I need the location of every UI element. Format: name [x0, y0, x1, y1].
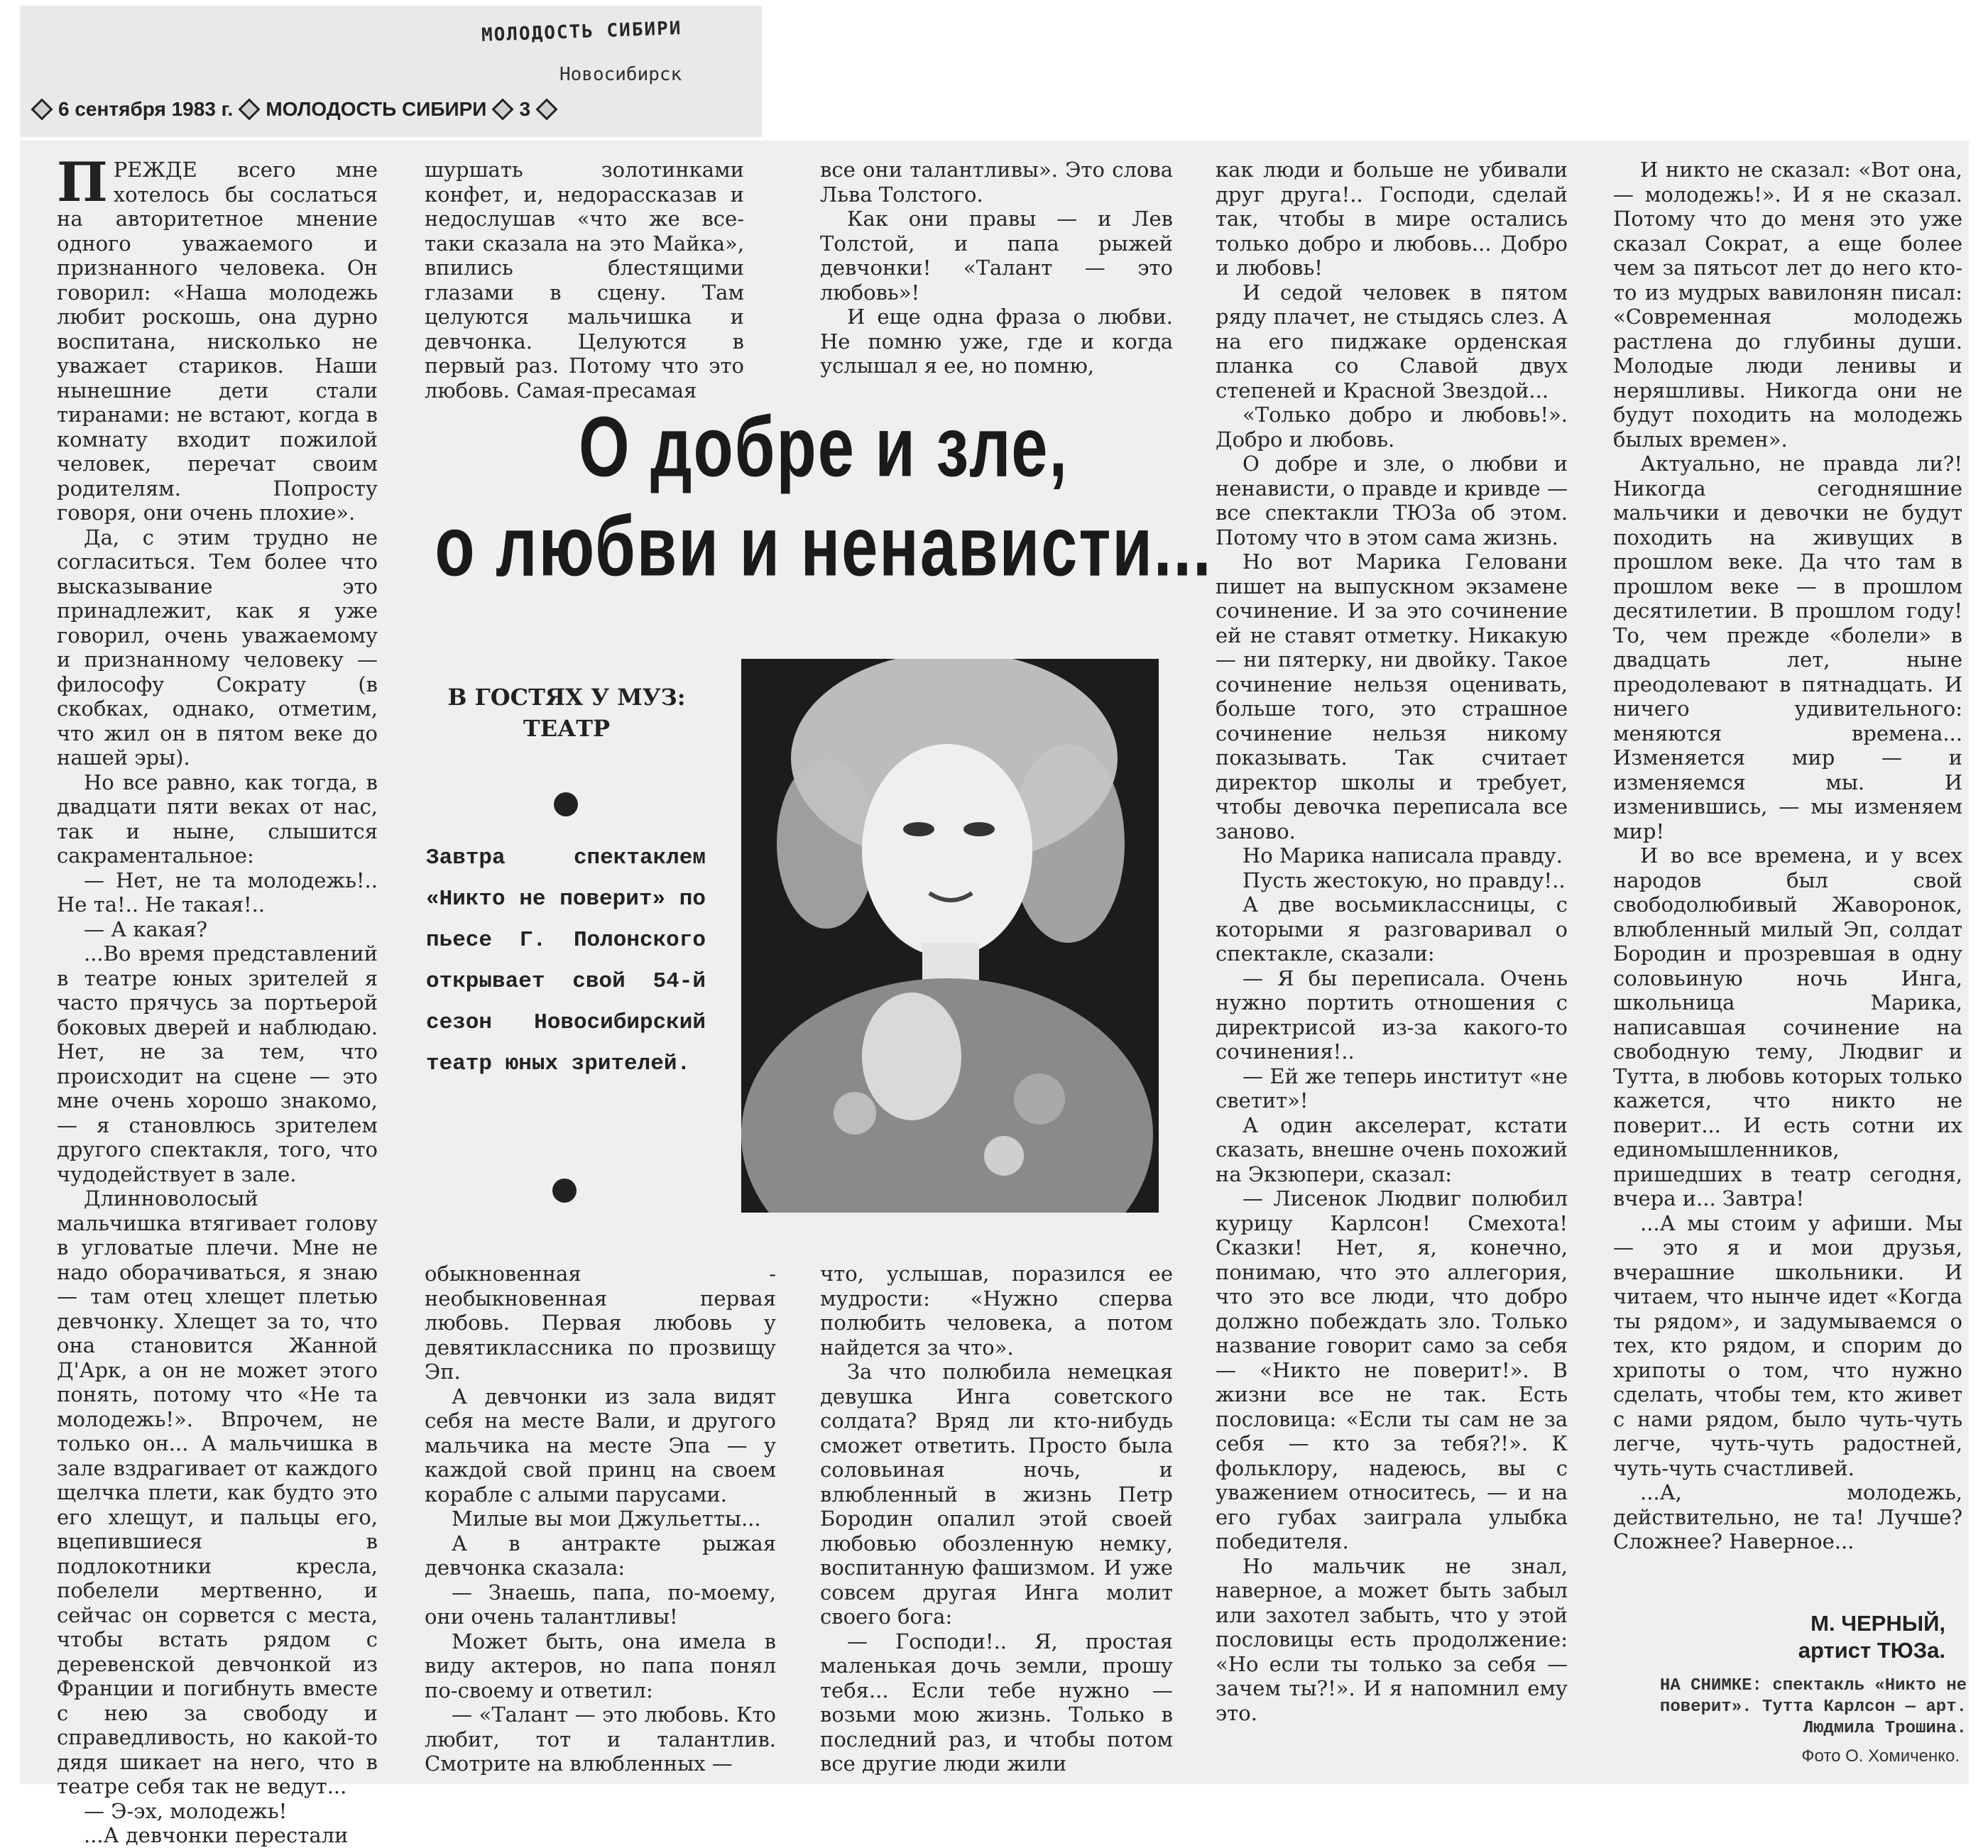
actress-silhouette — [741, 659, 1159, 1213]
article-column-4 — [1216, 158, 1568, 1725]
author-name: М. ЧЕРНЫЙ, — [1810, 1611, 1945, 1636]
author-role: артист ТЮЗа. — [1798, 1638, 1945, 1663]
lead-paragraph: Завтра спектаклем «Никто не поверит» по пьесе Г. Полонского открывает свой 54-й сезон Новосибирский театр юных зрителей. — [426, 846, 706, 1076]
newspaper-stamp — [20, 6, 762, 137]
diamond-icon — [492, 98, 514, 120]
paragraph: — Господи!.. Я, простая маленькая дочь земли, прошу тебя... Если тебе нужно — возьми мою жизнь. Только в последний раз, и чтобы потом все другие люди жили — [820, 1629, 1173, 1776]
article-column-2-top — [425, 158, 744, 403]
paragraph: Но вот Марика Геловани пишет на выпускном экзамене сочинение. И за это сочинение ей не ставят отметку. Никакую — ни пятерку, ни двойку. Такое сочинение нельзя оценивать, больше того, это страшное сочинение нельзя никому показывать. Так считает директор школы и требует, чтобы девочка переписала все заново. — [1216, 550, 1568, 843]
paragraph: ...Во время представлений в театре юных зрителей я часто прячусь за портьерой боковых дверей и наблюдаю. Нет, не за тем, что происходит на сцене — это мне очень хорошо знакомо, — я становлюсь зрителем другого спектакля, того, что чудодействует в зале. — [57, 941, 378, 1186]
article-column-1 — [57, 151, 378, 1848]
headline-line-1: О добре и зле, — [578, 400, 1069, 495]
paragraph: Пусть жестокую, но правду!.. — [1242, 868, 1566, 892]
paragraph: шуршать золотинками конфет, и, недорассказав и недослушав «что же все-таки сказала на это Майка», впились блестящими глазами в сцену. Там целуются мальчишка и девчонка. Целуются в первый раз. Потому что это любовь. Самая-пресамая — [425, 158, 744, 403]
article-column-2-bottom — [425, 1262, 776, 1776]
paragraph: все они талантливы». Это слова Льва Толстого. — [820, 158, 1173, 207]
article-headline — [426, 398, 1221, 596]
paragraph: Как они правы — и Лев Толстой, и папа рыжей девчонки! «Талант — это любовь»! — [820, 207, 1173, 305]
bullet-icon — [554, 792, 578, 816]
drop-cap: П — [57, 151, 108, 214]
paragraph: — Ей же теперь институт «не светит»! — [1216, 1064, 1568, 1112]
paragraph: ...А девчонки перестали — [84, 1823, 349, 1847]
paragraph: Актуально, не правда ли?! Никогда сегодняшние мальчики и девочки не будут походить на живущих в прошлом веке. Да что там в прошлом веке — в прошлом десятилетии. В прошлом году! То, чем прежде «болели» в двадцать лет, ныне преодолевают в пятнадцать. И ничего удивительного: меняются времена... Изменяется мир — и изменяемся мы. И изменившись, — мы изменяем мир! — [1613, 452, 1962, 843]
paragraph: И седой человек в пятом ряду плачет, не стыдясь слез. А на его пиджаке орденская планка со Славой двух степеней и Красной Звездой... — [1216, 280, 1568, 403]
diamond-icon — [239, 98, 261, 120]
dateline — [34, 98, 555, 121]
headline-line-2: о любви и ненависти... — [435, 499, 1213, 594]
paragraph: Да, с этим трудно не согласиться. Тем более что высказывание это принадлежит, как я уже говорил, очень уважаемому и признанному человеку — философу Сократу (в скобках, однако, отметим, что жил он в пятом веке до нашей эры). — [57, 525, 378, 770]
paragraph: — «Талант — это любовь. Кто любит, тот и талантлив. Смотрите на влюбленных — — [425, 1702, 776, 1776]
stamp-paper-name: МОЛОДОСТЬ СИБИРИ — [481, 18, 682, 46]
paragraph: Но мальчик не знал, наверное, а может быть забыл или захотел забыть, что у этой пословицы есть продолжение: «Но если ты только за себя — зачем ты?!». И я напомнил ему это. — [1216, 1553, 1568, 1725]
paragraph: — Нет, не та молодежь!.. Не та!.. Не такая!.. — [57, 868, 378, 917]
paragraph: ...А мы стоим у афиши. Мы — это я и мои друзья, вчерашние школьники. И читаем, что нынче идет «Когда ты рядом», и задумываемся о тех, кто рядом, и спорим до хрипоты о том, что нужно сделать, чтобы тем, кто живет с нами рядом, было чуть-чуть легче, чуть-чуть радостней, чуть-чуть счастливей. — [1613, 1210, 1962, 1480]
paragraph: «Только добро и любовь!». Добро и любовь. — [1216, 403, 1568, 452]
paragraph: — А какая? — [84, 917, 208, 941]
paragraph: — Э-эх, молодежь! — [84, 1798, 288, 1823]
paragraph: А девчонки из зала видят себя на месте Вали, и другого мальчика на месте Эпа — у каждой свой принц на своем корабле с алыми парусами. — [425, 1384, 776, 1507]
photo-caption: НА СНИМКЕ: спектакль «Никто не поверит». Тутта Карлсон — арт. Людмила Трошина. — [1659, 1676, 1967, 1738]
section-rubric: В ГОСТЯХ У МУЗ: ТЕАТР — [447, 684, 686, 742]
paragraph: А один акселерат, кстати сказать, внешне очень похожий на Экзюпери, сказал: — [1216, 1112, 1568, 1186]
issue-date: 6 сентября 1983 г. — [58, 98, 234, 120]
bullet-icon — [552, 1179, 577, 1203]
paragraph: И никто не сказал: «Вот она, — молодежь!». И я не сказал. Потому что до меня это уже сказал Сократ, а еще более чем за пятьсот лет до него кто-то из мудрых вавилонян писал: «Современная молодежь растлена до глубины души. Молодые люди ленивы и неряшливы. Никогда они не будут походить на молодежь былых времен». — [1613, 158, 1962, 452]
author-signature — [1576, 1610, 1945, 1664]
paragraph: Но все равно, как тогда, в двадцати пяти веках от нас, так и ныне, слышится сакраментальное: — [57, 770, 378, 868]
paragraph: И еще одна фраза о любви. Не помню уже, где и когда услышал я ее, но помню, — [820, 305, 1173, 378]
stamp-city: Новосибирск — [559, 64, 682, 85]
performance-photo — [741, 659, 1159, 1213]
page-number: 3 — [519, 98, 531, 120]
diamond-icon — [535, 98, 557, 120]
paragraph: За что полюбила немецкая девушка Инга советского солдата? Вряд ли кто-нибудь сможет ответить. Просто была соловьиная ночь, и влюбленный в жизнь Петр Бородин опалил этой своей любовью обозленную немку, воспитанную фашизмом. И уже совсем другая Инга молит своего бога: — [820, 1360, 1173, 1629]
paragraph: — Знаешь, папа, по-моему, они очень талантливы! — [425, 1580, 776, 1629]
article-column-3-top — [820, 158, 1173, 378]
paragraph: ...А, молодежь, действительно, не та! Лучше? Сложнее? Наверное... — [1613, 1480, 1962, 1553]
paragraph: Но Марика написала правду. — [1242, 843, 1563, 868]
paragraph: обыкновенная - необыкновенная первая любовь. Первая любовь у девятиклассника по прозвищу Эп. — [425, 1262, 776, 1384]
paragraph: что, услышав, поразился ее мудрости: «Нужно сперва полюбить человека, а потом найдется за что». — [820, 1262, 1173, 1360]
photo-credit: Фото О. Хомиченко. — [1801, 1746, 1960, 1766]
paragraph: О добре и зле, о любви и ненависти, о правде и кривде — все спектакли ТЮЗа об этом. Потому что в этом сама жизнь. — [1216, 452, 1568, 550]
article-column-3-bottom — [820, 1262, 1173, 1776]
paragraph: как люди и больше не убивали друг друга!.. Господи, сделай так, чтобы в мире остались только добро и любовь... Добро и любовь! — [1216, 158, 1568, 280]
paragraph: Милые вы мои Джульетты... — [452, 1507, 761, 1531]
paragraph: — Лисенок Людвиг полюбил курицу Карлсон! Смехота! Сказки! Нет, я, конечно, понимаю, что это аллегория, что это все люди, что добро должно побеждать зло. Только название говорит само за себя — «Никто не поверит!». В жизни все не так. Есть пословица: «Если ты сам не за себя — кто за тебя?!». К фольклору, надеюсь, вы с уважением относитесь, — и на его губах заиграла улыбка победителя. — [1216, 1186, 1568, 1553]
paragraph: — Я бы переписала. Очень нужно портить отношения с директрисой из-за какого-то сочинения!.. — [1216, 966, 1568, 1064]
paragraph: А в антракте рыжая девчонка сказала: — [425, 1531, 776, 1580]
paragraph: РЕЖДЕ всего мне хотелось бы сослаться на авторитетное мнение одного уважаемого и признанного человека. Он говорил: «Наша молодежь любит роскошь, она дурно воспитана, нисколько не уважает стариков. Наши нынешние дети стали тиранами: не встают, когда в комнату входит пожилой человек, перечат своим родителям. Попросту говоря, они очень плохие». — [57, 158, 378, 525]
paragraph: И во все времена, и у всех народов был свой свободолюбивый Жаворонок, влюбленный милый Эп, солдат Бородин и прозревшая в одну соловьиную ночь Инга, школьница Марика, написавшая сочинение на свободную тему, Людвиг и Тутта, в любовь которых только кажется, что никто не поверит... И есть сотни их единомышленников, пришедших в театр сегодня, вчера и... Завтра! — [1613, 843, 1962, 1210]
paragraph: Может быть, она имела в виду актеров, но папа понял по-своему и ответил: — [425, 1629, 776, 1702]
paragraph: Длинноволосый мальчишка втягивает голову в угловатые плечи. Мне не надо оборачиваться, я знаю — там отец хлещет плетью девчонку. Хлещет за то, что она становится Жанной Д'Арк, а он не может этого понять, потому что «Не та молодежь!». Впрочем, не только он... А мальчишка в зале вздрагивает от каждого щелчка плети, как будто это его хлещут, и пальцы его, вцепившиеся в подлокотники кресла, побелели мертвенно, и сейчас он сорвется с места, чтобы встать рядом с деревенской девчонкой из Франции и погибнуть вместе с нею за свободу и справедливость, но какой-то дядя шикает на него, что в театре себя так не ведут... — [57, 1186, 378, 1798]
paragraph: А две восьмиклассницы, с которыми я разговаривал о спектакле, сказали: — [1216, 892, 1568, 966]
article-column-5 — [1613, 158, 1962, 1554]
diamond-icon — [31, 98, 53, 120]
newspaper-name: МОЛОДОСТЬ СИБИРИ — [266, 98, 487, 120]
